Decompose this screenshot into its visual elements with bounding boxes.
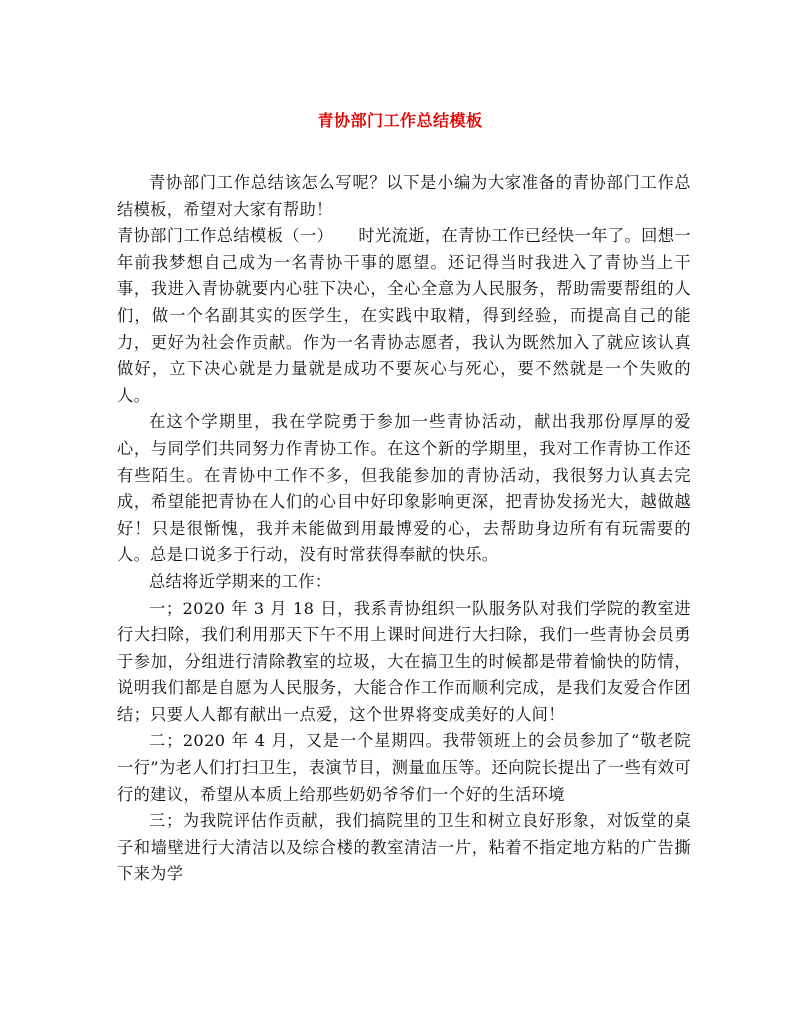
paragraph-intro: 青协部门工作总结该怎么写呢？以下是小编为大家准备的青协部门工作总结模板，希望对大家有帮助！ — [117, 173, 691, 219]
document-title: 青协部门工作总结模板 — [317, 111, 483, 130]
paragraph-template-one: 青协部门工作总结模板（一） 时光流逝，在青协工作已经快一年了。回想一年前我梦想自己成为一名青协干事的愿望。还记得当时我进入了青协当上干事，我进入青协就要内心驻下决心，全心全意为人民服务，帮助需要帮组的人们，做一个名副其实的医学生，在实践中取精，得到经验，而提高自己的能力，更好为社会作贡献。作为一名青协志愿者，我认为既然加入了就应该认真做好，立下决心就是力量就是成功不要灰心与死心，要不然就是一个失败的人。 — [117, 226, 691, 405]
paragraph-item-three: 三；为我院评估作贡献，我们搞院里的卫生和树立良好形象，对饭堂的桌子和墙壁进行大清洁以及综合楼的教室清洁一片，粘着不指定地方粘的广告撕下来为学 — [117, 811, 691, 884]
paragraph-item-one: 一；2020 年 3 月 18 日，我系青协组织一队服务队对我们学院的教室进行大扫除，我们利用那天下午不用上课时间进行大扫除，我们一些青协会员勇于参加，分组进行清除教室的垃圾，大在搞卫生的时候都是带着愉快的防情，说明我们都是自愿为人民服务，大能合作工作而顺利完成，是我们友爱合作团结；只要人人都有献出一点爱，这个世界将变成美好的人间！ — [117, 598, 691, 724]
paragraph-summary-heading: 总结将近学期来的工作： — [149, 571, 332, 591]
paragraph-semester: 在这个学期里，我在学院勇于参加一些青协活动，献出我那份厚厚的爱心，与同学们共同努力作青协工作。在这个新的学期里，我对工作青协工作还有些陌生。在青协中工作不多，但我能参加的青协活动，我很努力认真去完成，希望能把青协在人们的心目中好印象影响更深，把青协发扬光大，越做越好！只是很惭愧，我并未能做到用最博爱的心，去帮助身边所有有玩需要的人。总是口说多于行动，没有时常获得奉献的快乐。 — [117, 412, 691, 565]
document-body — [117, 170, 691, 888]
paragraph-item-two: 二；2020 年 4 月，又是一个星期四。我带领班上的会员参加了“敬老院一行”为老人们打扫卫生，表演节目，测量血压等。还向院长提出了一些有效可行的建议，希望从本质上给那些奶奶爷爷们一个好的生活环境 — [117, 731, 691, 804]
